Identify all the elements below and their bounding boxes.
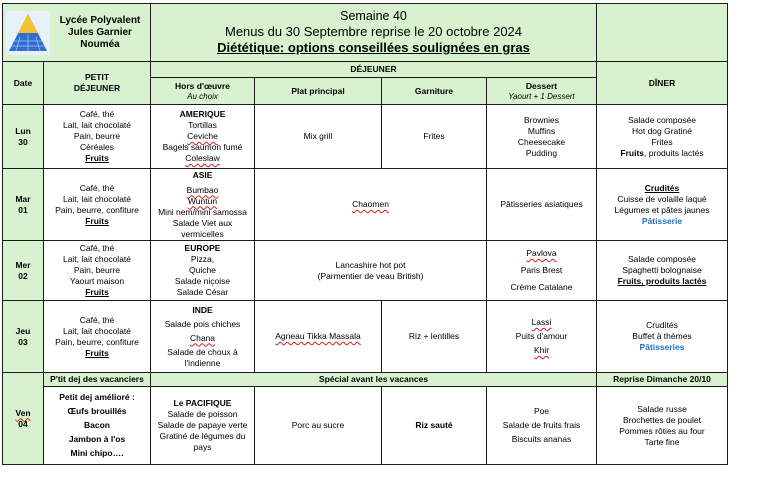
dinner-friday <box>597 387 728 465</box>
breakfast-monday <box>44 105 151 169</box>
col-dessert <box>487 78 597 105</box>
school-city: Nouméa <box>80 38 120 50</box>
dinner-item: Crudités <box>646 320 678 330</box>
row-friday-band <box>3 373 728 387</box>
day-name: Jeu <box>15 325 31 336</box>
week-title: Semaine 40 <box>340 9 407 23</box>
main-wednesday <box>255 241 487 301</box>
day-name: Ven <box>15 407 31 418</box>
dinner-item: Brochettes de poulet <box>623 414 701 425</box>
band-lunch: Spécial avant les vacances <box>151 373 597 387</box>
dessert-item: Salade de fruits frais <box>502 420 581 430</box>
day-name: Mer <box>15 259 31 270</box>
starter-theme: EUROPE <box>184 243 221 253</box>
breakfast-item: Pain, beurre, confiture <box>55 204 139 215</box>
day-number: 30 <box>18 136 28 147</box>
breakfast-item: Pain, beurre, confiture <box>55 336 139 347</box>
main-item: Agneau Tikka Massala <box>275 331 361 341</box>
dessert-item: Puits d'amour <box>515 331 568 341</box>
title-block <box>151 4 597 62</box>
starter-item: Salade niçoise <box>174 276 231 286</box>
side-thursday: Riz + lentilles <box>382 301 487 373</box>
starter-item: vermicelles <box>181 228 224 239</box>
diet-note: Diététique: options conseillées soulignées en gras <box>217 40 530 55</box>
starter-theme: Le PACIFIQUE <box>173 398 232 408</box>
starter-item: Salade de poisson <box>167 409 238 419</box>
col-breakfast <box>44 62 151 105</box>
col-main: Plat principal <box>255 78 382 105</box>
dinner-item-pastry: Pâtisseries <box>639 342 685 352</box>
dinner-item: Hot dog Gratiné <box>631 125 692 136</box>
band-breakfast: P'tit dej des vacanciers <box>44 373 151 387</box>
title-blank <box>597 4 728 62</box>
day-wednesday <box>3 241 44 301</box>
starter-item: Salade César <box>176 287 229 297</box>
school-name: Lycée Polyvalent <box>59 14 141 26</box>
dessert-item: Biscuits ananas <box>511 434 572 444</box>
dinner-item: Buffet à thèmes <box>632 331 692 341</box>
col-dessert-label: Dessert <box>525 81 558 91</box>
breakfast-item: Café, thé <box>79 314 115 325</box>
breakfast-tuesday <box>44 169 151 241</box>
dinner-item-bold: Crudités <box>644 182 680 193</box>
row-thursday <box>3 301 728 373</box>
day-number: 01 <box>18 204 28 215</box>
starter-thursday <box>151 301 255 373</box>
starter-item: Mini nem/mini samossa <box>158 206 247 217</box>
main-tuesday <box>255 169 487 241</box>
main-monday: Mix grill <box>255 105 382 169</box>
row-monday <box>3 105 728 169</box>
starter-item: Chana <box>189 332 216 343</box>
starter-theme: ASIE <box>192 169 213 180</box>
breakfast-item: Mini chipo…. <box>70 448 124 458</box>
dinner-tuesday <box>597 169 728 241</box>
breakfast-item: Lait, lait chocolaté <box>62 193 132 204</box>
dessert-item: Pâtisseries asiatiques <box>500 199 583 209</box>
dessert-item: Paris Brest <box>520 265 563 275</box>
breakfast-item: Fruits <box>85 347 109 358</box>
day-name: Mar <box>15 193 31 204</box>
dinner-item-bold: Fruits <box>620 147 645 158</box>
day-tuesday <box>3 169 44 241</box>
starter-item: Coleslaw <box>185 153 220 163</box>
dinner-monday <box>597 105 728 169</box>
dessert-item: Cheesecake <box>517 136 566 147</box>
breakfast-item: Café, thé <box>79 243 115 253</box>
dessert-thursday <box>487 301 597 373</box>
breakfast-item: Yaourt maison <box>69 276 125 286</box>
main-item: Chaomen <box>352 199 389 209</box>
dessert-tuesday <box>487 169 597 241</box>
starter-item: Ceviche <box>187 131 218 141</box>
starter-monday <box>151 105 255 169</box>
dinner-item: , produits lactés <box>644 147 704 158</box>
breakfast-item: Pain, beurre <box>73 265 121 275</box>
day-name: Lun <box>15 125 31 136</box>
breakfast-item: Jambon à l'os <box>68 434 126 444</box>
starter-item: Salade de choux à <box>167 346 238 357</box>
dinner-item-bold: Fruits, produits lactés <box>617 276 707 286</box>
breakfast-item: Pain, beurre <box>73 131 121 141</box>
row-tuesday <box>3 169 728 241</box>
dinner-wednesday <box>597 241 728 301</box>
menu-table <box>2 3 728 465</box>
breakfast-item: Lait, lait chocolaté <box>62 254 132 264</box>
dessert-item: Crème Catalane <box>510 282 573 292</box>
day-monday <box>3 105 44 169</box>
starter-wednesday <box>151 241 255 301</box>
starter-item: Wuntun <box>187 195 218 206</box>
col-lunch: DÉJEUNER <box>151 62 597 78</box>
dessert-friday <box>487 387 597 465</box>
breakfast-item: Fruits <box>85 153 109 163</box>
dinner-item: Salade composée <box>627 254 697 264</box>
dessert-item: Khir <box>533 345 550 355</box>
school-logo-icon <box>6 11 50 55</box>
col-starter-label: Hors d'œuvre <box>175 81 230 91</box>
starter-tuesday <box>151 169 255 241</box>
breakfast-item: Fruits <box>85 287 109 297</box>
side-friday: Riz sauté <box>382 387 487 465</box>
col-starter-note: Au choix <box>187 92 218 101</box>
starter-item: Bumbao <box>186 184 219 195</box>
dinner-item: Pommes rôties au four <box>619 425 705 436</box>
starter-item: pays <box>193 442 212 452</box>
breakfast-item: Lait, lait chocolaté <box>62 325 132 336</box>
col-dessert-note: Yaourt + 1 Dessert <box>508 92 575 101</box>
dinner-item: Cuisse de volaille laqué <box>617 193 707 204</box>
dessert-item: Muffins <box>527 125 556 136</box>
breakfast-friday <box>44 387 151 465</box>
dessert-monday <box>487 105 597 169</box>
day-friday <box>3 373 44 465</box>
dessert-item: Pavlova <box>526 248 557 258</box>
school-header <box>3 4 151 62</box>
starter-item: Bagels saumon fumé <box>162 142 243 152</box>
col-side: Garniture <box>382 78 487 105</box>
band-dinner: Reprise Dimanche 20/10 <box>597 373 728 387</box>
col-dinner: DÎNER <box>597 62 728 105</box>
main-thursday <box>255 301 382 373</box>
starter-item: l'indienne <box>184 357 221 368</box>
dessert-item: Poe <box>533 406 550 416</box>
starter-theme: INDE <box>192 304 213 315</box>
col-starter <box>151 78 255 105</box>
starter-friday <box>151 387 255 465</box>
starter-item: Pizza, <box>190 254 215 264</box>
col-date: Date <box>3 62 44 105</box>
col-breakfast-line1: PETIT <box>84 72 110 82</box>
dessert-item: Pudding <box>525 147 558 158</box>
breakfast-item: Lait, lait chocolaté <box>62 120 132 130</box>
starter-item: Gratiné de légumes du <box>159 431 246 441</box>
dinner-item: Légumes et pâtes jaunes <box>614 204 710 215</box>
breakfast-item: Café, thé <box>79 109 115 119</box>
starter-item: Salade de papaye verte <box>157 420 248 430</box>
school-name-2: Jules Garnier <box>68 26 132 38</box>
dinner-item: Salade composée <box>627 114 697 125</box>
dinner-item-pastry: Pâtisserie <box>641 215 683 226</box>
breakfast-item: Petit dej amélioré : <box>59 392 135 402</box>
breakfast-item: Bacon <box>84 420 110 430</box>
dinner-item: Salade russe <box>637 403 687 414</box>
main-item: Lancashire hot pot <box>335 259 406 270</box>
main-item-note: (Parmentier de veau British) <box>317 270 424 281</box>
dessert-item: Lassi <box>531 317 552 327</box>
day-number: 03 <box>18 336 28 347</box>
main-friday: Porc au sucre <box>255 387 382 465</box>
breakfast-item: Œufs brouillés <box>67 406 127 416</box>
starter-item: Tortillas <box>188 120 217 130</box>
starter-item: Quiche <box>189 265 216 275</box>
breakfast-item: Céréales <box>79 142 115 152</box>
starter-item: Salade Viet aux <box>172 217 233 228</box>
col-breakfast-line2: DÉJEUNER <box>73 83 121 93</box>
breakfast-item: Café, thé <box>79 182 115 193</box>
breakfast-thursday <box>44 301 151 373</box>
starter-item: Salade pois chiches <box>164 318 241 329</box>
day-thursday <box>3 301 44 373</box>
dates-title: Menus du 30 Septembre reprise le 20 octobre 2024 <box>224 24 523 39</box>
dessert-wednesday <box>487 241 597 301</box>
dinner-item: Frites <box>651 136 673 147</box>
day-number: 04 <box>18 418 28 429</box>
day-number: 02 <box>18 270 28 281</box>
dessert-item: Brownies <box>524 114 559 125</box>
dinner-thursday <box>597 301 728 373</box>
breakfast-wednesday <box>44 241 151 301</box>
row-friday <box>3 387 728 465</box>
side-monday: Frites <box>382 105 487 169</box>
dinner-item: Tarte fine <box>644 436 680 447</box>
row-wednesday <box>3 241 728 301</box>
breakfast-item: Fruits <box>85 215 109 226</box>
starter-theme: AMERIQUE <box>179 109 226 119</box>
dinner-item: Spaghetti bolognaise <box>622 265 702 275</box>
